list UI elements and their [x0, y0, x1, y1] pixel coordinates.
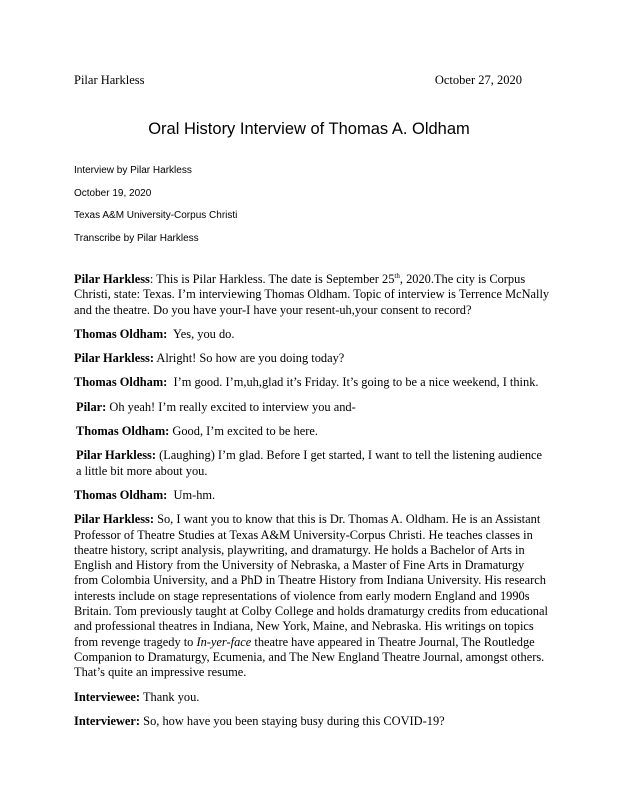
speaker-label: Pilar Harkless [74, 272, 150, 286]
utterance-text: , 2020.The city is Corpus Christi, state: Texas. I’m interviewing Thomas Oldham. Topic of interview is Terrence McNally and the theatre. Do you have your-I have your resent-uh,your consent to record? [74, 272, 550, 317]
transcript-paragraph [74, 424, 550, 439]
speaker-label: Thomas Oldham: [76, 424, 170, 439]
utterance-text: Good, I’m excited to be here. [172, 424, 318, 439]
speaker-label: Pilar Harkless: [74, 351, 154, 366]
transcript-paragraph [74, 714, 550, 729]
utterance-text: theatre have appeared in Theatre Journal, The Routledge Companion to Dramaturgy, Ecumenia, and The New England Theatre Journal, amongst others. That’s quite an impressive resume. [74, 634, 545, 680]
meta-transcriber: Transcribe by Pilar Harkless [74, 232, 199, 244]
transcript-paragraph [74, 272, 550, 318]
utterance-text: So, I want you to know that this is Dr. Thomas A. Oldham. He is an Assistant Professor of Theatre Studies at Texas A&M University-Corpus Christi. He teaches classes in theatre history, script analysis, playwriting, and dramaturgy. He holds a Bachelor of Arts in English and History from the University of Nebraska, a Master of Fine Arts in Dramaturgy from Colombia University, and a PhD in Theatre History from Indiana University. His research interests include on stage representations of violence from early modern England and 1990s Britain. Tom previously taught at Colby College and holds dramaturgy credits from educational and professional theatres in Indiana, New York, Maine, and Nebraska. His writings on topics from revenge tragedy to [74, 512, 548, 649]
meta-date: October 19, 2020 [74, 187, 152, 199]
utterance-text: So, how have you been staying busy during this COVID-19? [143, 713, 445, 728]
header-date: October 27, 2020 [434, 73, 522, 87]
speaker-label: Thomas Oldham: [74, 375, 168, 390]
speaker-label: Interviewee: [74, 689, 141, 704]
utterance-text: This is Pilar Harkless. The date is September 25 [156, 272, 395, 286]
transcript-paragraph [74, 690, 550, 705]
speaker-label: Pilar: [76, 399, 107, 414]
utterance-text: I’m good. I’m,uh,glad it’s Friday. It’s going to be a nice weekend, I think. [173, 375, 539, 390]
transcript-paragraph [74, 351, 550, 366]
speaker-label: Pilar Harkless: [74, 512, 154, 527]
transcript [74, 272, 550, 738]
utterance-text: Um-hm. [173, 487, 216, 502]
transcript-paragraph [74, 448, 550, 479]
header-author: Pilar Harkless [74, 73, 145, 87]
transcript-paragraph [74, 488, 550, 503]
utterance-text: (Laughing) I’m glad. Before I get started, I want to tell the listening audience a little bit more about you. [76, 448, 543, 478]
utterance-text: Oh yeah! I’m really excited to interview you and- [109, 399, 356, 414]
transcript-paragraph [74, 327, 550, 342]
speaker-label: Interviewer: [74, 713, 141, 728]
meta-interviewer: Interview by Pilar Harkless [74, 165, 192, 176]
meta-institution: Texas A&M University-Corpus Christi [74, 210, 238, 221]
document-title: Oral History Interview of Thomas A. Oldham [148, 120, 470, 138]
utterance-text: Yes, you do. [173, 326, 235, 341]
speaker-label: Thomas Oldham: [74, 487, 168, 502]
speaker-label: Pilar Harkless: [76, 448, 156, 463]
italic-term: In-yer-face [196, 634, 252, 649]
transcript-paragraph [74, 512, 550, 680]
transcript-paragraph [74, 375, 550, 390]
separator: : [149, 272, 157, 286]
transcript-paragraph [74, 400, 550, 415]
utterance-text: Alright! So how are you doing today? [156, 351, 345, 366]
speaker-label: Thomas Oldham: [74, 326, 168, 341]
interview-metadata [74, 164, 237, 254]
ordinal-suffix: th [394, 271, 400, 280]
utterance-text: Thank you. [142, 689, 200, 704]
